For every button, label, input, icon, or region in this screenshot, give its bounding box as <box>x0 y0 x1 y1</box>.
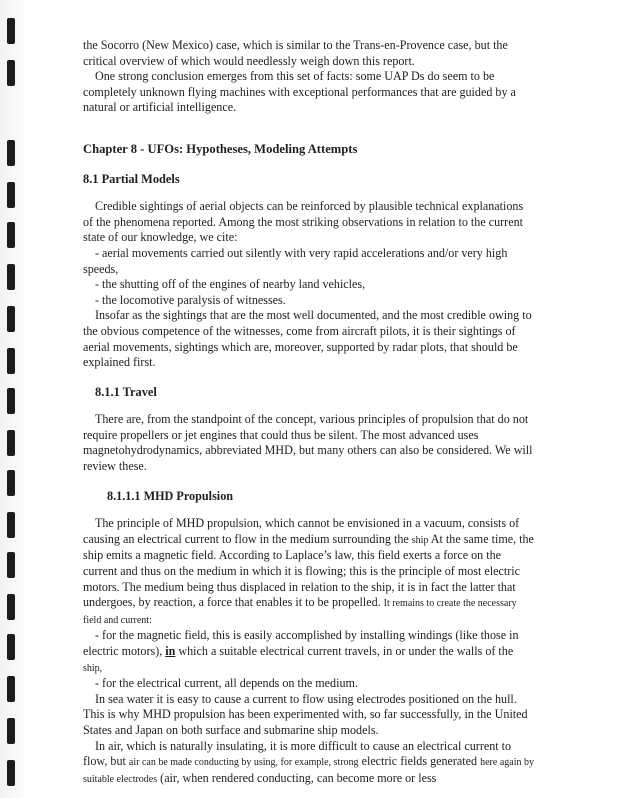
section-heading-8-1: 8.1 Partial Models <box>83 171 180 186</box>
binder-hole <box>7 182 15 208</box>
text-run-small: It remains to create the necessary field and current: <box>83 598 517 626</box>
text-run-small: ship, <box>83 662 103 674</box>
text-run: The principle of MHD propulsion, which cannot be envisioned in a vacuum, consists of causing an electrical current to flow in the medium surrounding the <box>83 516 520 546</box>
underlined-word: in <box>165 644 176 658</box>
list-item: - the locomotive paralysis of witnesses. <box>95 292 286 307</box>
list-item: - aerial movements carried out silently with very rapid accelerations and/or very high speeds, <box>83 245 508 276</box>
binder-hole <box>7 348 15 374</box>
binder-hole <box>7 306 15 332</box>
binder-hole <box>7 60 15 86</box>
list-item <box>83 628 535 676</box>
section-8-1-1-paragraph: There are, from the standpoint of the concept, various principles of propulsion that do not require propellers or jet engines that could thus be silent. The most advanced uses magnetohydrodynamics, abbreviated MHD, but many others can also be considered. We will review these. <box>83 412 533 474</box>
binder-hole <box>7 512 15 538</box>
text-run: electric fields generated <box>358 754 481 769</box>
section-heading-8-1-1: 8.1.1 Travel <box>95 384 157 399</box>
binder-hole <box>7 718 15 744</box>
binder-hole <box>7 634 15 660</box>
section-8-1-1-1-paragraph-1 <box>83 516 535 628</box>
binder-hole <box>7 264 15 290</box>
binder-hole <box>7 760 15 786</box>
section-8-1-paragraph-1: Credible sightings of aerial objects can be reinforced by plausible technical explanations of the phenomena reported. Among the most striking observations in relation to the current state of our knowledge, we cite: <box>83 199 524 245</box>
binder-hole <box>7 594 15 620</box>
section-8-1-1-1-paragraph-3 <box>83 739 535 788</box>
text-run: which a suitable electrical current travels, in or under the walls of the <box>175 644 514 658</box>
list-item: - for the electrical current, all depends on the medium. <box>95 676 358 691</box>
document-page <box>83 38 535 787</box>
binder-hole <box>7 552 15 578</box>
intro-paragraph-1: the Socorro (New Mexico) case, which is similar to the Trans-en-Provence case, but the critical overview of which would needlessly weigh down this report. <box>83 38 508 68</box>
section-8-1-1-1-paragraph-2: In sea water it is easy to cause a current to flow using electrodes positioned on the hull. This is why MHD propulsion has been experimented with, so far successfully, in the United States and Japan on both surface and submarine ship models. <box>83 691 528 737</box>
binder-hole <box>7 470 15 496</box>
section-8-1-paragraph-2: Insofar as the sightings that are the most well documented, and the most credible owing to the obvious competence of the witnesses, come from aircraft pilots, it is their sightings of aerial movements, sightings which are, moreover, supported by radar plots, that should be explained first. <box>83 308 532 370</box>
binder-hole <box>7 676 15 702</box>
text-run: - for the magnetic field, this is easily accomplished by installing windings (like those in electric motors), <box>83 628 519 658</box>
binder-hole <box>7 430 15 456</box>
text-run-small: ship <box>411 534 429 546</box>
text-run-small: here again by suitable electrodes <box>83 757 534 785</box>
section-heading-8-1-1-1: 8.1.1.1 MHD Propulsion <box>107 488 234 503</box>
binder-hole <box>7 140 15 166</box>
intro-paragraph-2: One strong conclusion emerges from this set of facts: some UAP Ds do seem to be completely unknown flying machines with exceptional performances that are guided by a natural or artificial intelligence. <box>83 69 516 115</box>
binder-hole <box>7 18 15 44</box>
list-item: - the shutting off of the engines of nearby land vehicles, <box>95 277 366 292</box>
text-run: At the same time, the ship emits a magnetic field. According to Laplace’s law, this field exerts a force on the current and thus on the medium in which it is flowing; this is the principle of most electric motors. The medium being thus displaced in relation to the ship, it is in fact the latter that undergoes, by reaction, a force that enables it to be propelled. <box>83 531 534 610</box>
binding-strip <box>0 0 24 798</box>
text-run-small: air can be made conducting by using, for example, strong <box>128 757 359 769</box>
text-run: (air, when rendered conducting, can become more or less <box>157 770 437 785</box>
chapter-title: Chapter 8 - UFOs: Hypotheses, Modeling Attempts <box>83 141 358 156</box>
binder-hole <box>7 222 15 248</box>
binder-hole <box>7 388 15 414</box>
text-run: In air, which is naturally insulating, it is more difficult to cause an electrical current to flow, but <box>83 738 512 769</box>
